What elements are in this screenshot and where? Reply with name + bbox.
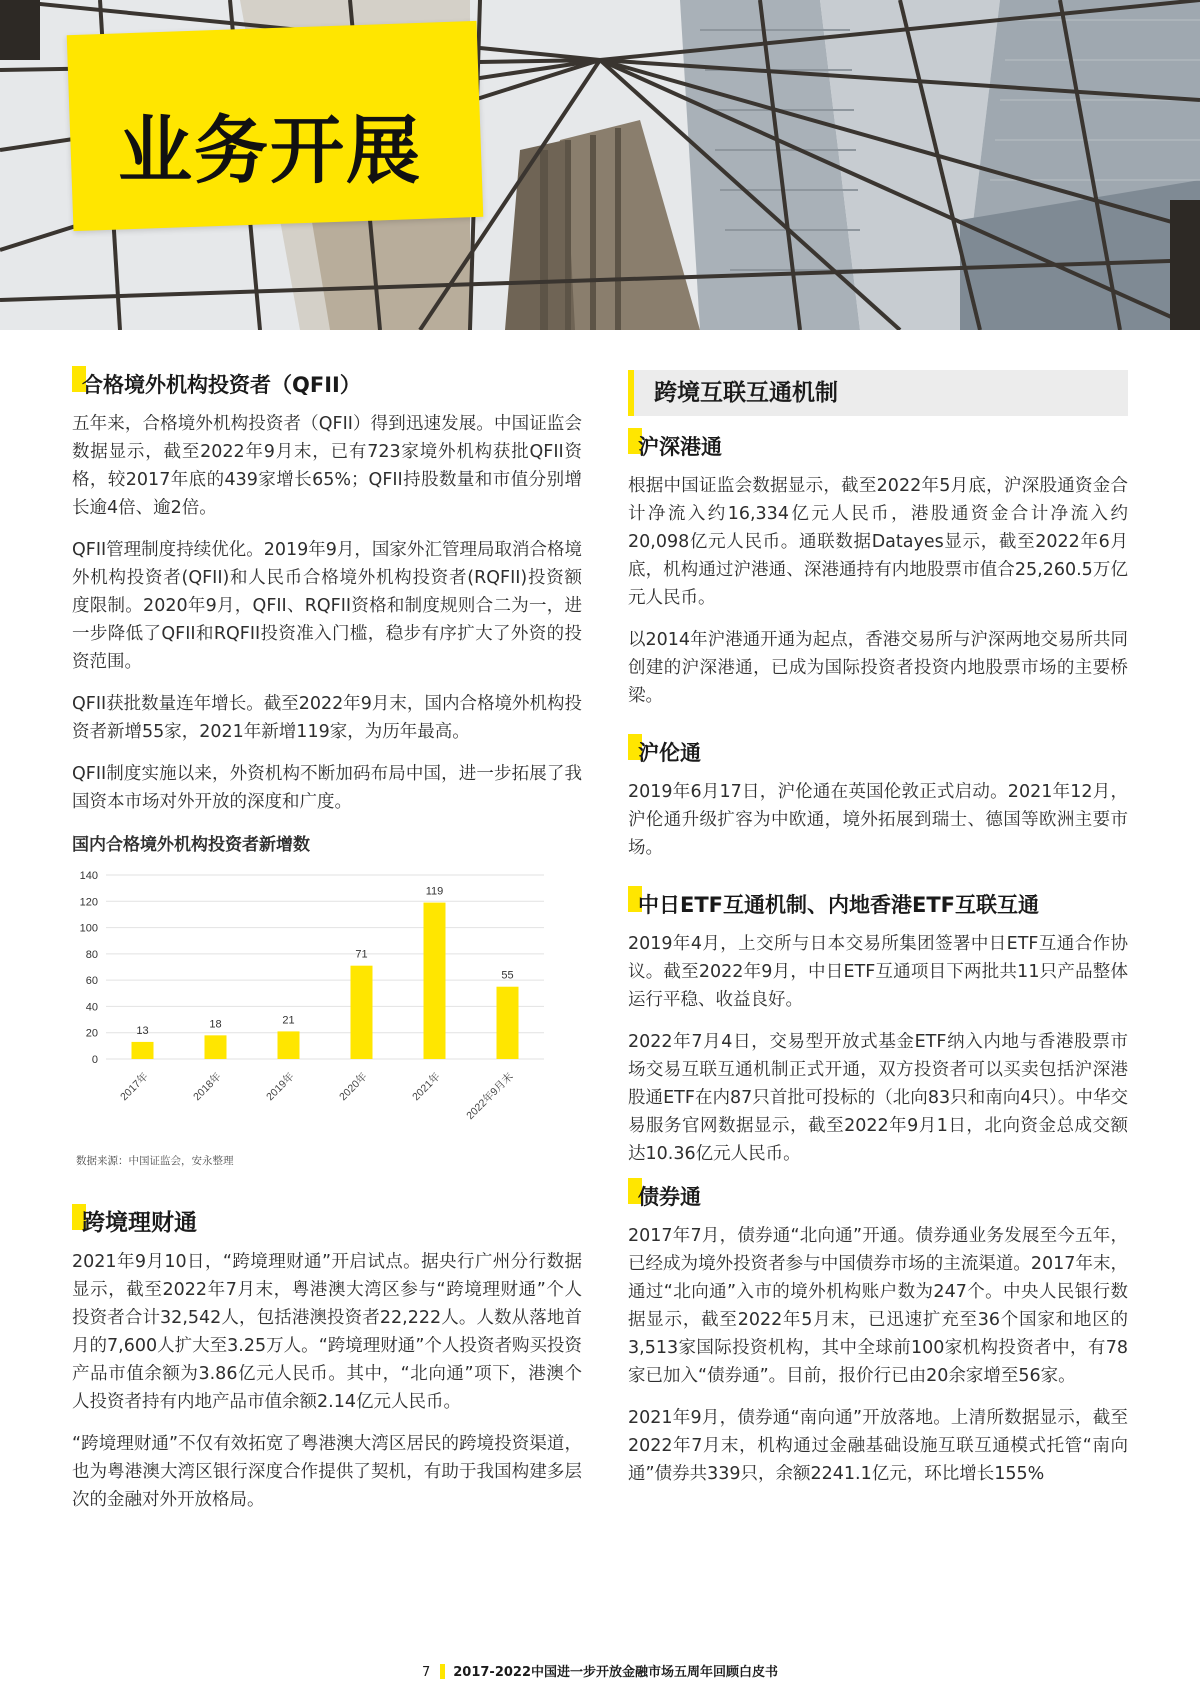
x-tick-label: 2020年 [337, 1070, 370, 1104]
hero-banner [0, 0, 1200, 330]
bar [351, 966, 373, 1059]
section-heading-stock-connect: 沪深港通 [628, 432, 1128, 462]
data-label: 18 [209, 1018, 222, 1031]
bar [497, 987, 519, 1059]
qfii-paragraph: QFII管理制度持续优化。2019年9月，国家外汇管理局取消合格境外机构投资者(QFII)和人民币合格境外机构投资者(RQFII)投资额度限制。2020年9月，QFII、RQFII资格和制度规则合二为一，进一步降低了QFII和RQFII投资准入门槛，稳步有序扩大了外资的投资范围。 [72, 540, 582, 672]
x-tick-label: 2017年 [118, 1070, 151, 1104]
y-tick-label: 0 [91, 1054, 98, 1066]
chart-title: 国内合格境外机构投资者新增数 [72, 835, 310, 855]
section-heading-qfii: 合格境外机构投资者（QFII） [72, 370, 582, 400]
section-heading-bond-connect: 债券通 [628, 1182, 1128, 1212]
bar [278, 1031, 300, 1059]
qfii-paragraph: QFII获批数量连年增长。截至2022年9月末，国内合格境外机构投资者新增55家，2021年新增119家，为历年最高。 [72, 694, 582, 742]
x-tick-label: 2018年 [191, 1070, 224, 1104]
section-heading-shanghai-london: 沪伦通 [628, 738, 1128, 768]
footer-publication-title: 2017-2022中国进一步开放金融市场五周年回顾白皮书 [453, 1665, 779, 1680]
panel-heading-connect: 跨境互联互通机制 [628, 370, 1128, 416]
wmc-paragraph: 2021年9月10日，“跨境理财通”开启试点。据央行广州分行数据显示，截至2022年7月末，粤港澳大湾区参与“跨境理财通”个人投资者合计32,542人，包括港澳投资者22,222人。人数从落地首月的7,600人扩大至3.25万人。“跨境理财通”个人投资者购买投资产品市值余额为3.86亿元人民币。其中，“北向通”项下，港澳个人投资者持有内地产品市值余额2.14亿元人民币。 [72, 1252, 582, 1412]
right-column [628, 370, 1128, 1502]
y-tick-label: 80 [85, 948, 98, 961]
qfii-paragraph: 五年来，合格境外机构投资者（QFII）得到迅速发展。中国证监会数据显示，截至2022年9月末，已有723家境外机构获批QFII资格，较2017年底的439家增长65%；QFII持股数量和市值分别增长逾4倍、逾2倍。 [72, 414, 582, 518]
wmc-paragraph: “跨境理财通”不仅有效拓宽了粤港澳大湾区居民的跨境投资渠道，也为粤港澳大湾区银行深度合作提供了契机，有助于我国构建多层次的金融对外开放格局。 [72, 1434, 582, 1510]
footer-accent-bar [440, 1664, 445, 1679]
page-footer [0, 1661, 1200, 1680]
bar-chart-svg [72, 863, 572, 1153]
page-number: 7 [421, 1665, 431, 1680]
qfii-paragraph: QFII制度实施以来，外资机构不断加码布局中国，进一步拓展了我国资本市场对外开放的深度和广度。 [72, 764, 582, 812]
data-label: 21 [282, 1014, 295, 1027]
bar [132, 1042, 154, 1059]
x-tick-label: 2019年 [264, 1070, 297, 1104]
data-label: 119 [425, 885, 444, 898]
bond-connect-paragraph: 2021年9月，债券通“南向通”开放落地。上清所数据显示，截至2022年7月末，机构通过金融基础设施互联互通模式托管“南向通”债券共339只，余额2241.1亿元，环比增长155% [628, 1408, 1128, 1484]
stock-connect-paragraph: 以2014年沪港通开通为起点，香港交易所与沪深两地交易所共同创建的沪深港通，已成为国际投资者投资内地股票市场的主要桥梁。 [628, 630, 1128, 706]
y-tick-label: 20 [85, 1027, 98, 1040]
y-tick-label: 100 [79, 922, 98, 935]
x-tick-label: 2022年9月末 [464, 1070, 516, 1123]
shanghai-london-paragraph: 2019年6月17日，沪伦通在英国伦敦正式启动。2021年12月，沪伦通升级扩容为中欧通，境外拓展到瑞士、德国等欧洲主要市场。 [628, 782, 1128, 858]
y-tick-label: 140 [79, 870, 98, 882]
section-heading-etf-connect: 中日ETF互通机制、内地香港ETF互联互通 [628, 890, 1128, 920]
bar [205, 1035, 227, 1059]
y-tick-label: 120 [79, 896, 98, 909]
bar-chart [72, 863, 572, 1153]
y-tick-label: 60 [85, 975, 98, 988]
bar [424, 903, 446, 1059]
left-column [72, 370, 582, 1528]
chart-source: 数据来源：中国证监会，安永整理 [76, 1155, 234, 1167]
data-label: 71 [355, 948, 368, 961]
data-label: 13 [136, 1024, 149, 1037]
bond-connect-paragraph: 2017年7月，债券通“北向通”开通。债券通业务发展至今五年，已经成为境外投资者参与中国债券市场的主流渠道。2017年末，通过“北向通”入市的境外机构账户数为247个。中央人民银行数据显示，截至2022年5月末，已迅速扩充至36个国家和地区的3,513家国际投资机构，其中全球前100家机构投资者中，有78家已加入“债券通”。目前，报价行已由20余家增至56家。 [628, 1226, 1128, 1386]
data-label: 55 [501, 969, 514, 982]
etf-connect-paragraph: 2022年7月4日，交易型开放式基金ETF纳入内地与香港股票市场交易互联互通机制正式开通，双方投资者可以买卖包括沪深港股通ETF在内87只首批可投标的（北向83只和南向4只）。中华交易服务官网数据显示，截至2022年9月1日，北向资金总成交额达10.36亿元人民币。 [628, 1032, 1128, 1164]
stock-connect-paragraph: 根据中国证监会数据显示，截至2022年5月底，沪深股通资金合计净流入约16,334亿元人民币，港股通资金合计净流入约20,098亿元人民币。通联数据Datayes显示，截至2022年6月底，机构通过沪港通、深港通持有内地股票市值合25,260.5万亿元人民币。 [628, 476, 1128, 608]
section-heading-wmc: 跨境理财通 [72, 1208, 582, 1238]
y-tick-label: 40 [85, 1001, 98, 1014]
x-tick-label: 2021年 [410, 1070, 443, 1104]
page-title: 业务开展 [118, 108, 422, 194]
etf-connect-paragraph: 2019年4月，上交所与日本交易所集团签署中日ETF互通合作协议。截至2022年9月，中日ETF互通项目下两批共11只产品整体运行平稳、收益良好。 [628, 934, 1128, 1010]
